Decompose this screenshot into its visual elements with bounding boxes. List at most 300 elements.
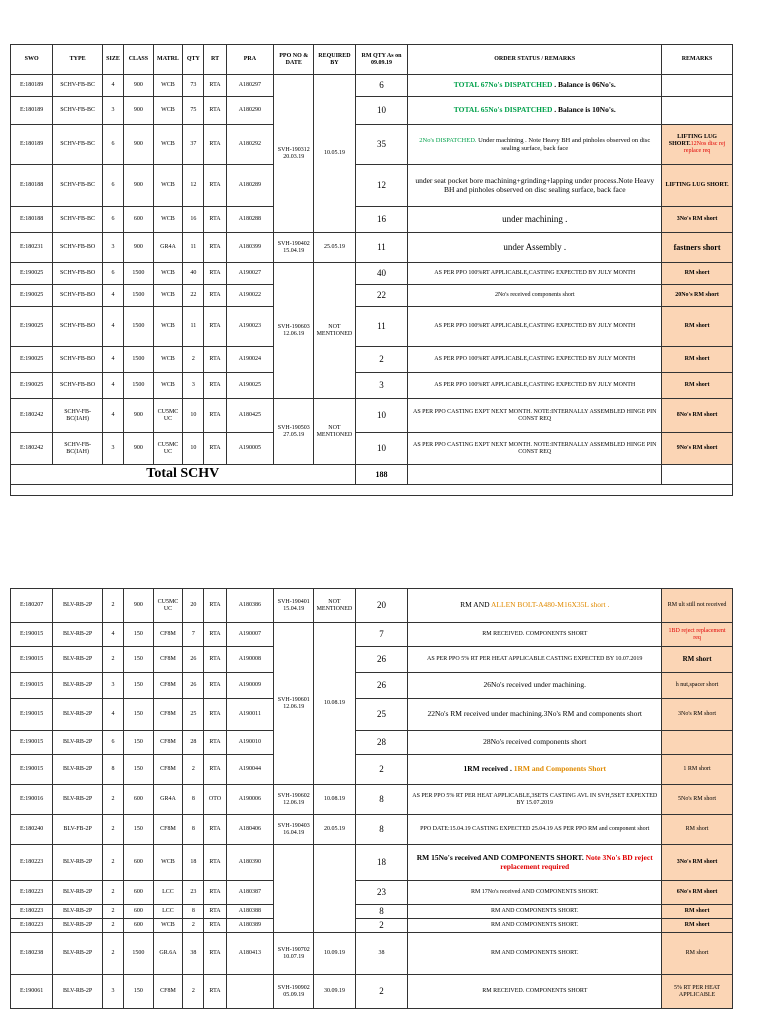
cell-rmqty: 11 [355,307,408,347]
status-dispatched: TOTAL 67No's DISPATCHED [453,80,553,90]
cell-class: 1500 [124,307,154,347]
col-status: ORDER STATUS / REMARKS [408,45,662,75]
cell-rmqty: 6 [355,75,408,97]
cell-swo: E:190025 [11,285,53,307]
cell-status: 26No's received under machining. [408,673,662,699]
cell-rt: RTA [204,731,226,755]
cell-status: AS PER PPO CASTING EXPT NEXT MONTH. NOTE:INTERNALLY ASSEMBLED HINGE PIN CONST REQ [408,433,662,465]
cell-qty: 10 [183,433,204,465]
cell-status: AS PER PPO 100%RT APPLICABLE,CASTING EXPECTED BY JULY MONTH [408,373,662,399]
cell-type: SCHV-FB-BO [53,307,103,347]
cell-rt: RTA [204,845,226,881]
cell-matrl: GR.6A [153,933,183,975]
col-size: SIZE [102,45,123,75]
status-balance: . Balance is 10No's. [552,105,616,115]
cell-rmqty: 8 [355,905,408,919]
status-dispatched: TOTAL 65No's DISPATCHED [453,105,553,115]
cell-swo: E:180223 [11,905,53,919]
cell-size: 6 [102,125,123,165]
cell-matrl: CF8M [153,647,183,673]
cell-swo: E:180238 [11,933,53,975]
cell-status: RM RECEIVED. COMPONENTS SHORT [408,975,662,1009]
cell-matrl: WCB [153,919,183,933]
cell-type: SCHV-FB-BC [53,125,103,165]
cell-class: 600 [124,881,154,905]
cell-class: 1500 [124,347,154,373]
cell-rmqty: 2 [355,347,408,373]
cell-required [314,845,355,933]
table-row [11,699,733,731]
cell-rt: RTA [204,699,226,731]
cell-size: 4 [102,623,123,647]
cell-qty: 11 [183,307,204,347]
cell-status: RM 17No's received AND COMPONENTS SHORT. [408,881,662,905]
col-rmqty: RM QTY As on 09.09.19 [355,45,408,75]
cell-remarks: RM short [662,347,733,373]
cell-type: BLV-RB-2P [53,647,103,673]
cell-class: 1500 [124,933,154,975]
cell-size: 2 [102,933,123,975]
cell-rmqty: 22 [355,285,408,307]
cell-rmqty: 2 [355,975,408,1009]
table-row [11,755,733,785]
cell-qty: 10 [183,399,204,433]
cell-required: NOT MENTIONED [314,399,355,465]
table-row [11,347,733,373]
cell-remarks: RM ult still not received [662,589,733,623]
status-note: Under machining . Note Heavy BH and pinholes observed on disc sealing surface, back face [476,137,651,152]
cell-pra: A180388 [226,905,274,919]
cell-type: BLV-RB-2P [53,731,103,755]
cell-matrl: GR4A [153,785,183,815]
cell-qty: 26 [183,647,204,673]
cell-qty: 2 [183,755,204,785]
cell-qty: 22 [183,285,204,307]
cell-rmqty: 2 [355,919,408,933]
cell-qty: 40 [183,263,204,285]
cell-size: 6 [102,263,123,285]
cell-rt: RTA [204,263,226,285]
cell-status: RM AND COMPONENTS SHORT. [408,933,662,975]
cell-rt: RTA [204,285,226,307]
cell-remarks: 5No's RM short [662,785,733,815]
cell-status: AS PER PPO 100%RT APPLICABLE,CASTING EXPECTED BY JULY MONTH [408,307,662,347]
status-highlight: ALLEN BOLT-A480-M16X35L short . [490,600,610,610]
cell-size: 4 [102,307,123,347]
cell-class: 900 [124,589,154,623]
cell-status: RM AND COMPONENTS SHORT. [408,905,662,919]
cell-pra: A180425 [226,399,274,433]
cell-class: 600 [124,905,154,919]
cell-size: 4 [102,699,123,731]
cell-matrl: CF8M [153,731,183,755]
cell-type: SCHV-FB-BC [53,75,103,97]
cell-matrl: WCB [153,845,183,881]
col-matrl: MATRL [153,45,183,75]
cell-rt: RTA [204,975,226,1009]
col-rt: RT [204,45,226,75]
cell-rmqty: 26 [355,647,408,673]
cell-matrl: LCC [153,881,183,905]
cell-class: 150 [124,623,154,647]
cell-remarks: h nut,spacer short [662,673,733,699]
cell-matrl: LCC [153,905,183,919]
cell-pra: A180386 [226,589,274,623]
cell-size: 4 [102,399,123,433]
cell-type: SCHV-FB-BC [53,165,103,207]
cell-rt: OTO [204,785,226,815]
table-row [11,881,733,905]
cell-class: 600 [124,919,154,933]
cell-type: BLV-RB-2P [53,673,103,699]
cell-type: BLV-RB-2P [53,919,103,933]
cell-required: 10.08.19 [314,623,355,785]
cell-status: 2No's received components short [408,285,662,307]
cell-type: BLV-RB-2P [53,881,103,905]
cell-required: 10.05.19 [314,75,355,233]
cell-required: 25.05.19 [314,233,355,263]
cell-class: 900 [124,433,154,465]
cell-class: 900 [124,165,154,207]
cell-rt: RTA [204,125,226,165]
table-row [11,673,733,699]
cell-qty: 8 [183,815,204,845]
cell-type: SCHV-FB-BC [53,207,103,233]
table-row [11,165,733,207]
cell-swo: E:180223 [11,919,53,933]
cell-type: SCHV-FB-BO [53,233,103,263]
status-text: RM 15No's received AND COMPONENTS SHORT. [416,852,584,862]
cell-rt: RTA [204,919,226,933]
cell-type: SCHV-FB-BO [53,263,103,285]
cell-qty: 8 [183,785,204,815]
cell-class: 1500 [124,373,154,399]
cell-status: PPO DATE:15.04.19 CASTING EXPECTED 25.04.19 AS PER PPO RM and component short [408,815,662,845]
cell-swo: E:180189 [11,125,53,165]
table-row [11,207,733,233]
cell-rt: RTA [204,933,226,975]
cell-matrl: CF8M [153,755,183,785]
cell-type: BLV-RB-2P [53,785,103,815]
cell-rmqty: 16 [355,207,408,233]
table-row [11,623,733,647]
cell-status: RM RECEIVED. COMPONENTS SHORT [408,623,662,647]
cell-rmqty: 20 [355,589,408,623]
cell-rt: RTA [204,347,226,373]
cell-swo: E:190015 [11,755,53,785]
cell-remarks: RM short [662,263,733,285]
cell-swo: E:180231 [11,233,53,263]
cell-status [408,589,662,623]
cell-pra [226,975,274,1009]
cell-size: 4 [102,373,123,399]
cell-matrl: WCB [153,97,183,125]
remarks-text: LIFTING LUG SHORT. [668,134,717,148]
cell-rt: RTA [204,165,226,207]
cell-qty: 11 [183,233,204,263]
cell-ppo: SVH-190603 12.06.19 [274,263,314,399]
cell-rmqty: 38 [355,933,408,975]
cell-matrl: WCB [153,125,183,165]
cell-remarks: RM short [662,905,733,919]
cell-matrl: CU5MC UC [153,589,183,623]
cell-rmqty: 23 [355,881,408,905]
cell-remarks: RM short [662,815,733,845]
cell-class: 150 [124,699,154,731]
cell-rmqty: 8 [355,815,408,845]
cell-type: BLV-RB-2P [53,905,103,919]
cell-remarks: 5% RT PER HEAT APPLICABLE [662,975,733,1009]
cell-class: 150 [124,647,154,673]
cell-swo: E:190015 [11,623,53,647]
cell-size: 4 [102,75,123,97]
cell-pra: A190023 [226,307,274,347]
cell-qty: 75 [183,97,204,125]
blv-table [10,588,733,1009]
cell-rt: RTA [204,399,226,433]
table-row [11,97,733,125]
cell-pra: A190044 [226,755,274,785]
cell-rt: RTA [204,207,226,233]
cell-remarks: RM short [662,373,733,399]
cell-class: 900 [124,233,154,263]
table-row [11,373,733,399]
cell-size: 6 [102,165,123,207]
cell-required: 20.05.19 [314,815,355,845]
table-row [11,233,733,263]
cell-matrl: CU5MC UC [153,399,183,433]
cell-required: 30.09.19 [314,975,355,1009]
cell-rmqty: 28 [355,731,408,755]
table-row [11,731,733,755]
cell-ppo: SVH-190403 16.04.19 [274,815,314,845]
cell-pra: A180288 [226,207,274,233]
cell-swo: E:190015 [11,647,53,673]
cell-rt: RTA [204,881,226,905]
table-row [11,263,733,285]
cell-rmqty: 40 [355,263,408,285]
col-swo: SWO [11,45,53,75]
cell-remarks: 1BD reject replacement req [662,623,733,647]
cell-qty: 23 [183,881,204,905]
cell-required: 10.09.19 [314,933,355,975]
cell-type: SCHV-FB-BO [53,285,103,307]
cell-remarks [662,97,733,125]
col-qty: QTY [183,45,204,75]
cell-pra: A190009 [226,673,274,699]
cell-qty: 2 [183,347,204,373]
cell-type: BLV-RB-2P [53,589,103,623]
table-row [11,845,733,881]
cell-pra: A180390 [226,845,274,881]
cell-remarks [662,125,733,165]
table-row [11,905,733,919]
cell-remarks [662,731,733,755]
status-balance: . Balance is 06No's. [552,80,616,90]
cell-qty: 26 [183,673,204,699]
cell-matrl: CU5MC UC [153,433,183,465]
cell-size: 3 [102,673,123,699]
cell-status: AS PER PPO 100%RT APPLICABLE,CASTING EXPECTED BY JULY MONTH [408,263,662,285]
cell-ppo: SVH-190401 15.04.19 [274,589,314,623]
cell-size: 3 [102,233,123,263]
cell-remarks: RM short [662,307,733,347]
cell-qty: 37 [183,125,204,165]
cell-rt: RTA [204,97,226,125]
cell-status: AS PER PPO 5% RT PER HEAT APPLICABLE,3SETS CASTING AVL IN SVH,5SET EXPEXTED BY 15.07.2019 [408,785,662,815]
cell-type: BLV-RB-2P [53,755,103,785]
cell-status: 22No's RM received under machining.3No's RM and components short [408,699,662,731]
cell-ppo [274,845,314,933]
cell-swo: E:190025 [11,263,53,285]
cell-remarks: RM short [662,933,733,975]
cell-swo: E:180242 [11,433,53,465]
cell-status: AS PER PPO CASTING EXPT NEXT MONTH. NOTE:INTERNALLY ASSEMBLED HINGE PIN CONST REQ [408,399,662,433]
cell-matrl: CF8M [153,673,183,699]
cell-pra: A180399 [226,233,274,263]
total-label: Total SCHV [11,465,356,485]
cell-matrl: CF8M [153,975,183,1009]
cell-qty: 25 [183,699,204,731]
cell-rmqty: 2 [355,755,408,785]
cell-matrl: CF8M [153,623,183,647]
cell-swo: E:190025 [11,347,53,373]
cell-matrl: WCB [153,263,183,285]
cell-status: under machining . [408,207,662,233]
cell-ppo: SVH-190601 12.06.19 [274,623,314,785]
cell-rmqty: 3 [355,373,408,399]
cell-rmqty: 10 [355,433,408,465]
cell-remarks: 1 RM short [662,755,733,785]
cell-status [408,755,662,785]
cell-matrl: WCB [153,307,183,347]
cell-qty: 7 [183,623,204,647]
cell-size: 4 [102,347,123,373]
cell-pra: A190027 [226,263,274,285]
cell-qty: 8 [183,905,204,919]
cell-type: SCHV-FB-BO [53,373,103,399]
cell-swo: E:190015 [11,731,53,755]
cell-class: 1500 [124,285,154,307]
cell-swo: E:180188 [11,207,53,233]
cell-type: BLV-RB-2P [53,623,103,647]
cell-type: BLV-RB-2P [53,933,103,975]
cell-matrl: WCB [153,75,183,97]
table-row [11,399,733,433]
cell-class: 150 [124,755,154,785]
cell-rt: RTA [204,815,226,845]
cell-matrl: GR4A [153,233,183,263]
cell-size: 2 [102,815,123,845]
cell-class: 150 [124,673,154,699]
cell-pra: A190010 [226,731,274,755]
cell-pra: A190024 [226,347,274,373]
table-row [11,785,733,815]
cell-type: BLV-RB-2P [53,699,103,731]
cell-qty: 12 [183,165,204,207]
col-class: CLASS [124,45,154,75]
cell-rt: RTA [204,433,226,465]
cell-rmqty: 10 [355,97,408,125]
total-value: 188 [355,465,408,485]
cell-rt: RTA [204,233,226,263]
status-text: RM AND [460,600,491,610]
cell-pra: A180290 [226,97,274,125]
cell-status: 28No's received components short [408,731,662,755]
cell-qty: 2 [183,975,204,1009]
cell-status [408,845,662,881]
cell-status: AS PER PPO 5% RT PER HEAT APPLICABLE CASTING EXPECTED BY 10.07.2019 [408,647,662,673]
table-row [11,75,733,97]
cell-status [408,97,662,125]
cell-matrl: WCB [153,285,183,307]
empty-cell [662,465,733,485]
cell-rt: RTA [204,623,226,647]
cell-pra: A180389 [226,919,274,933]
cell-ppo: SVH-190312 20.03.19 [274,75,314,233]
cell-required: 10.08.19 [314,785,355,815]
cell-remarks: RM short [662,647,733,673]
cell-size: 2 [102,919,123,933]
cell-matrl: CF8M [153,699,183,731]
cell-remarks [662,75,733,97]
cell-size: 3 [102,975,123,1009]
cell-swo: E:190025 [11,373,53,399]
empty-cell [408,465,662,485]
cell-ppo: SVH-190602 12.06.19 [274,785,314,815]
cell-matrl: WCB [153,347,183,373]
cell-size: 2 [102,845,123,881]
cell-swo: E:180223 [11,881,53,905]
col-pra: PRA [226,45,274,75]
cell-size: 2 [102,589,123,623]
cell-class: 600 [124,207,154,233]
cell-size: 6 [102,207,123,233]
table-row [11,285,733,307]
table-row [11,815,733,845]
cell-swo: E:190016 [11,785,53,815]
col-remarks: REMARKS [662,45,733,75]
cell-pra: A190007 [226,623,274,647]
cell-status [408,125,662,165]
cell-type: SCHV-FB-BC(IAH) [53,433,103,465]
cell-pra: A180387 [226,881,274,905]
cell-type: SCHV-FB-BC(IAH) [53,399,103,433]
cell-qty: 28 [183,731,204,755]
cell-rmqty: 12 [355,165,408,207]
cell-required: NOT MENTIONED [314,589,355,623]
status-text: 1RM received . [463,764,512,774]
cell-type: SCHV-FB-BC [53,97,103,125]
cell-swo: E:180207 [11,589,53,623]
cell-qty: 3 [183,373,204,399]
cell-remarks: fastners short [662,233,733,263]
cell-remarks: 8No's RM short [662,399,733,433]
cell-size: 2 [102,785,123,815]
table-row [11,647,733,673]
cell-status: under seat pocket bore machining+grinding+lapping under process.Note Heavy BH and pinholes observed on disc sealing surface, back face [408,165,662,207]
cell-type: SCHV-FB-BO [53,347,103,373]
cell-rmqty: 11 [355,233,408,263]
header-row [11,45,733,75]
schv-table [10,44,733,496]
status-highlight: Note 3No's BD reject replacement required [500,852,653,871]
cell-swo: E:180223 [11,845,53,881]
cell-swo: E:180189 [11,75,53,97]
empty-cell [11,485,733,496]
cell-rmqty: 25 [355,699,408,731]
col-required: REQUIRED BY [314,45,355,75]
